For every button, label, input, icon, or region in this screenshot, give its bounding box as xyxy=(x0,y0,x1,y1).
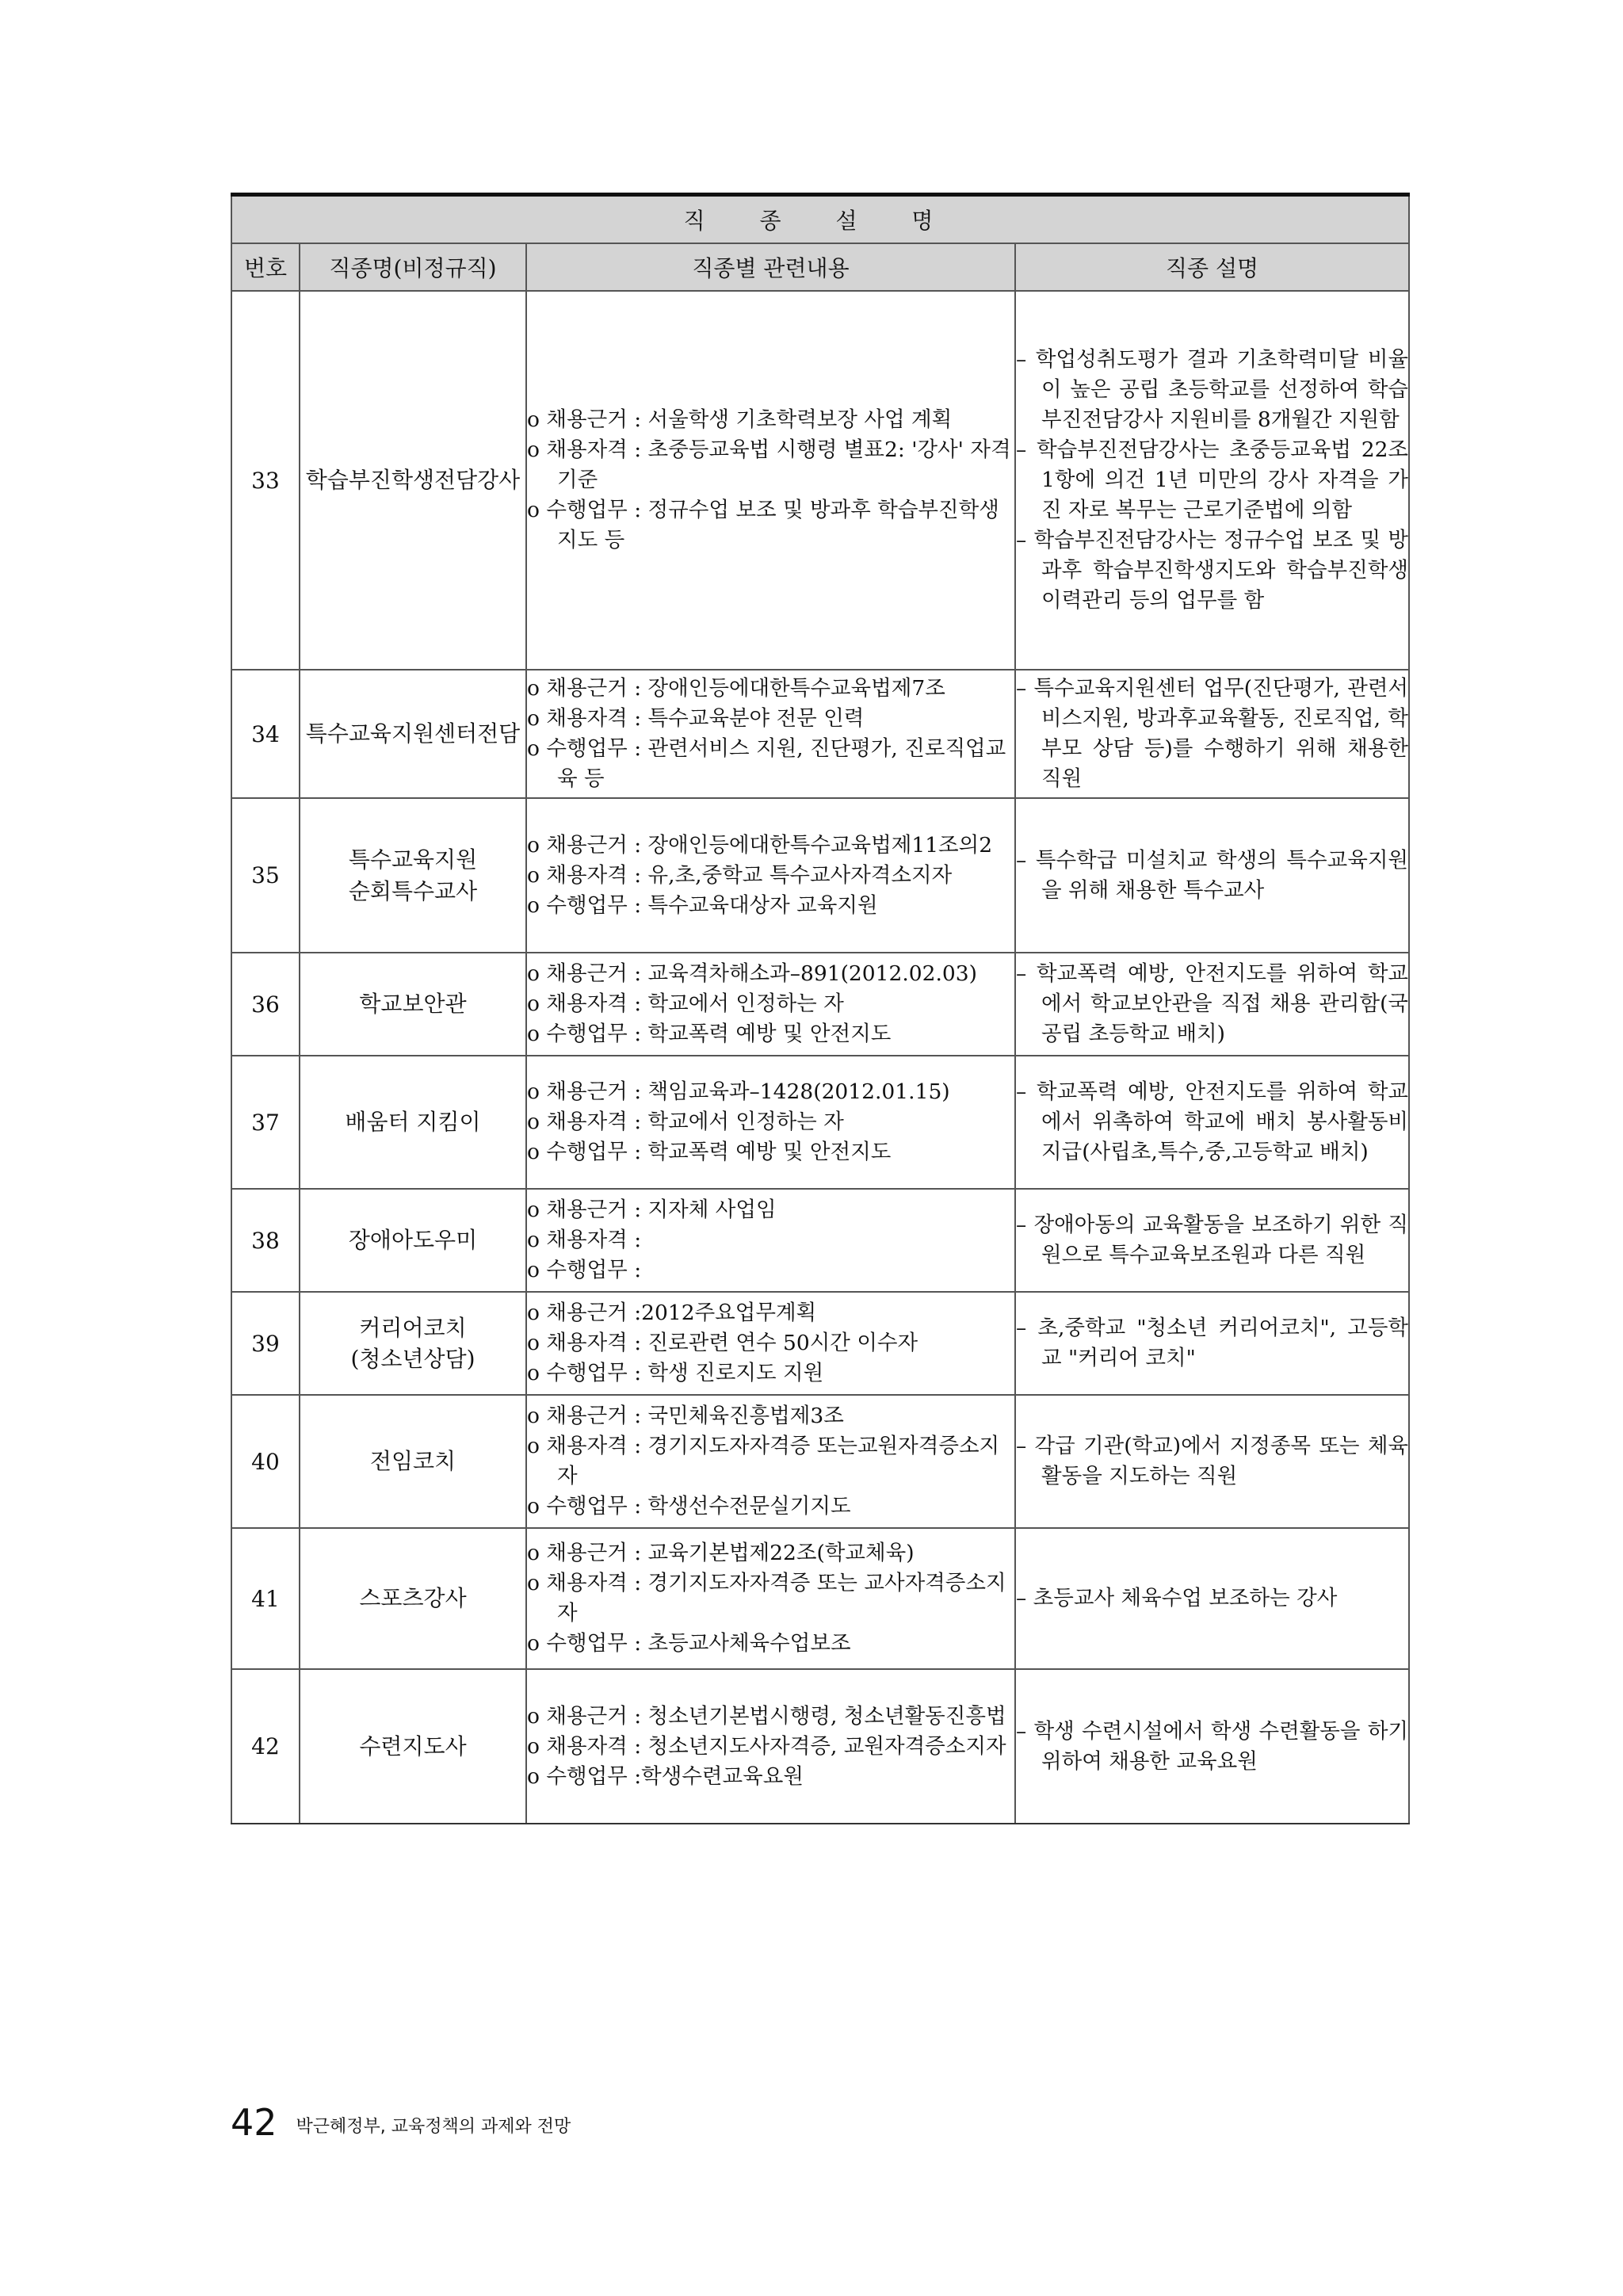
table-row xyxy=(231,953,1409,1056)
job-name: 학교보안관 xyxy=(300,953,526,1056)
related-content xyxy=(526,1189,1015,1292)
page-number: 42 xyxy=(231,2101,277,2144)
related-line: o 채용자격 : 학교에서 인정하는 자 xyxy=(527,991,844,1016)
job-description xyxy=(1015,291,1415,670)
job-description xyxy=(1015,1528,1409,1669)
description-line: – 초등교사 체육수업 보조하는 강사 xyxy=(1016,1586,1338,1610)
job-name: 수련지도사 xyxy=(300,1669,526,1824)
related-line: o 수행업무 : 정규수업 보조 및 방과후 학습부진학생 지도 등 xyxy=(527,498,1006,552)
related-line: o 채용근거 : 장애인등에대한특수교육법제7조 xyxy=(527,676,945,701)
related-line: o 채용자격 : 진로관련 연수 50시간 이수자 xyxy=(527,1331,918,1355)
table-row xyxy=(231,291,1409,670)
row-number: 39 xyxy=(231,1292,300,1395)
related-line: o 채용근거 :2012주요업무계획 xyxy=(527,1301,817,1325)
job-description xyxy=(1015,1056,1415,1189)
related-line: o 채용자격 : 초중등교육법 시행령 별표2: '강사' 자격 기준 xyxy=(527,437,1018,492)
job-description xyxy=(1015,1395,1409,1528)
job-name: 특수교육지원센터전담 xyxy=(300,670,526,798)
description-line: – 학생 수련시설에서 학생 수련활동을 하기 위하여 채용한 교육요원 xyxy=(1016,1718,1415,1774)
related-line: o 채용자격 : 경기지도자자격증 또는 교사자격증소지자 xyxy=(527,1571,1006,1626)
related-content xyxy=(526,798,1015,953)
table-row xyxy=(231,1292,1409,1395)
related-line: o 채용근거 : 책임교육과–1428(2012.01.15) xyxy=(527,1079,950,1104)
header-job-name: 직종명(비정규직) xyxy=(300,243,526,291)
related-line: o 채용자격 : 특수교육분야 전문 인력 xyxy=(527,706,865,731)
related-line: o 채용자격 : 유,초,중학교 특수교사자격소지자 xyxy=(527,862,953,888)
job-description xyxy=(1015,670,1415,798)
table-row xyxy=(231,1669,1409,1824)
related-line: o 채용근거 : 서울학생 기초학력보장 사업 계획 xyxy=(527,407,953,432)
description-line: – 학습부진전담강사는 초중등교육법 22조 1항에 의건 1년 미만의 강사 자격을 가진 자로 복무는 근로기준법에 의함 xyxy=(1016,437,1415,522)
description-line: – 학교폭력 예방, 안전지도를 위하여 학교에서 학교보안관을 직접 채용 관리함(국공립 초등학교 배치) xyxy=(1016,961,1409,1046)
table-row xyxy=(231,1528,1409,1669)
job-description xyxy=(1015,1292,1409,1395)
related-line: o 수행업무 : 관련서비스 지원, 진단평가, 진로직업교육 등 xyxy=(527,736,1006,791)
description-line: – 특수교육지원센터 업무(진단평가, 관련서비스지원, 방과후교육활동, 진로직업, 학부모 상담 등)를 수행하기 위해 채용한 직원 xyxy=(1016,676,1415,791)
description-line: – 학습부진전담강사는 정규수업 보조 및 방과후 학습부진학생지도와 학습부진학생 이력관리 등의 업무를 함 xyxy=(1016,528,1415,613)
related-line: o 수행업무 : 학교폭력 예방 및 안전지도 xyxy=(527,1022,892,1046)
table-title-row xyxy=(231,195,1409,244)
related-content xyxy=(526,1292,1015,1395)
related-content xyxy=(526,670,1015,798)
related-line: o 수행업무 : 특수교육대상자 교육지원 xyxy=(527,892,878,918)
table-header-row xyxy=(231,243,1409,291)
row-number: 41 xyxy=(231,1528,300,1669)
header-related-content: 직종별 관련내용 xyxy=(526,243,1015,291)
job-description-table xyxy=(231,193,1415,1824)
row-number: 37 xyxy=(231,1056,300,1189)
row-number: 33 xyxy=(231,291,300,670)
related-line: o 채용근거 : 교육기본법제22조(학교체육) xyxy=(527,1541,915,1565)
related-line: o 수행업무 : 학교폭력 예방 및 안전지도 xyxy=(527,1140,892,1164)
table-title: 직 종 설 명 xyxy=(231,195,1409,244)
table-row xyxy=(231,1189,1409,1292)
related-line: o 채용근거 : 장애인등에대한특수교육법제11조의2 xyxy=(527,832,993,858)
job-name: 장애아도우미 xyxy=(300,1189,526,1292)
description-line: – 장애아동의 교육활동을 보조하기 위한 직원으로 특수교육보조원과 다른 직원 xyxy=(1016,1213,1409,1267)
row-number: 34 xyxy=(231,670,300,798)
table-row xyxy=(231,1395,1409,1528)
row-number: 35 xyxy=(231,798,300,953)
job-name: 특수교육지원 순회특수교사 xyxy=(300,798,526,953)
related-line: o 수행업무 : 학생 진로지도 지원 xyxy=(527,1361,824,1385)
related-line: o 수행업무 :학생수련교육요원 xyxy=(527,1763,804,1789)
related-line: o 채용자격 : 청소년지도사자격증, 교원자격증소지자 xyxy=(527,1733,1006,1759)
related-content xyxy=(526,1669,1015,1824)
related-line: o 채용자격 : xyxy=(527,1228,642,1252)
job-name: 전임코치 xyxy=(300,1395,526,1528)
job-name: 커리어코치 (청소년상담) xyxy=(300,1292,526,1395)
related-content xyxy=(526,953,1015,1056)
job-description xyxy=(1015,1189,1409,1292)
row-number: 38 xyxy=(231,1189,300,1292)
job-name: 스포츠강사 xyxy=(300,1528,526,1669)
book-title: 박근혜정부, 교육정책의 과제와 전망 xyxy=(296,2117,571,2137)
table-row xyxy=(231,1056,1409,1189)
related-line: o 채용근거 : 국민체육진흥법제3조 xyxy=(527,1404,844,1428)
row-number: 42 xyxy=(231,1669,300,1824)
related-line: o 채용자격 : 경기지도자자격증 또는교원자격증소지자 xyxy=(527,1434,1000,1488)
related-line: o 채용근거 : 청소년기본법시행령, 청소년활동진흥법 xyxy=(527,1703,1006,1729)
related-content xyxy=(526,1056,1015,1189)
row-number: 36 xyxy=(231,953,300,1056)
related-content xyxy=(526,291,1018,670)
job-description xyxy=(1015,798,1409,953)
table-row xyxy=(231,670,1409,798)
description-line: – 각급 기관(학교)에서 지정종목 또는 체육활동을 지도하는 직원 xyxy=(1016,1434,1409,1488)
description-line: – 특수학급 미설치교 학생의 특수교육지원을 위해 채용한 특수교사 xyxy=(1016,847,1409,903)
description-line: – 초,중학교 "청소년 커리어코치", 고등학교 "커리어 코치" xyxy=(1016,1316,1409,1370)
row-number: 40 xyxy=(231,1395,300,1528)
table-row xyxy=(231,798,1409,953)
description-line: – 학업성취도평가 결과 기초학력미달 비율이 높은 공립 초등학교를 선정하여 학습부진전담강사 지원비를 8개월간 지원함 xyxy=(1016,347,1409,432)
job-description xyxy=(1015,953,1409,1056)
related-line: o 수행업무 : xyxy=(527,1258,642,1282)
related-line: o 채용근거 : 교육격차해소과–891(2012.02.03) xyxy=(527,961,977,986)
header-number: 번호 xyxy=(231,243,300,291)
job-name: 배움터 지킴이 xyxy=(300,1056,526,1189)
related-content xyxy=(526,1395,1015,1528)
related-line: o 수행업무 : 초등교사체육수업보조 xyxy=(527,1631,851,1656)
job-name: 학습부진학생전담강사 xyxy=(300,291,526,670)
page-footer xyxy=(231,2101,571,2144)
related-line: o 수행업무 : 학생선수전문실기지도 xyxy=(527,1494,851,1519)
related-content xyxy=(526,1528,1015,1669)
job-description xyxy=(1015,1669,1415,1824)
description-line: – 학교폭력 예방, 안전지도를 위하여 학교에서 위촉하여 학교에 배치 봉사활동비 지급(사립초,특수,중,고등학교 배치) xyxy=(1016,1079,1415,1164)
header-job-description: 직종 설명 xyxy=(1015,243,1409,291)
related-line: o 채용근거 : 지자체 사업임 xyxy=(527,1198,777,1222)
related-line: o 채용자격 : 학교에서 인정하는 자 xyxy=(527,1110,844,1134)
